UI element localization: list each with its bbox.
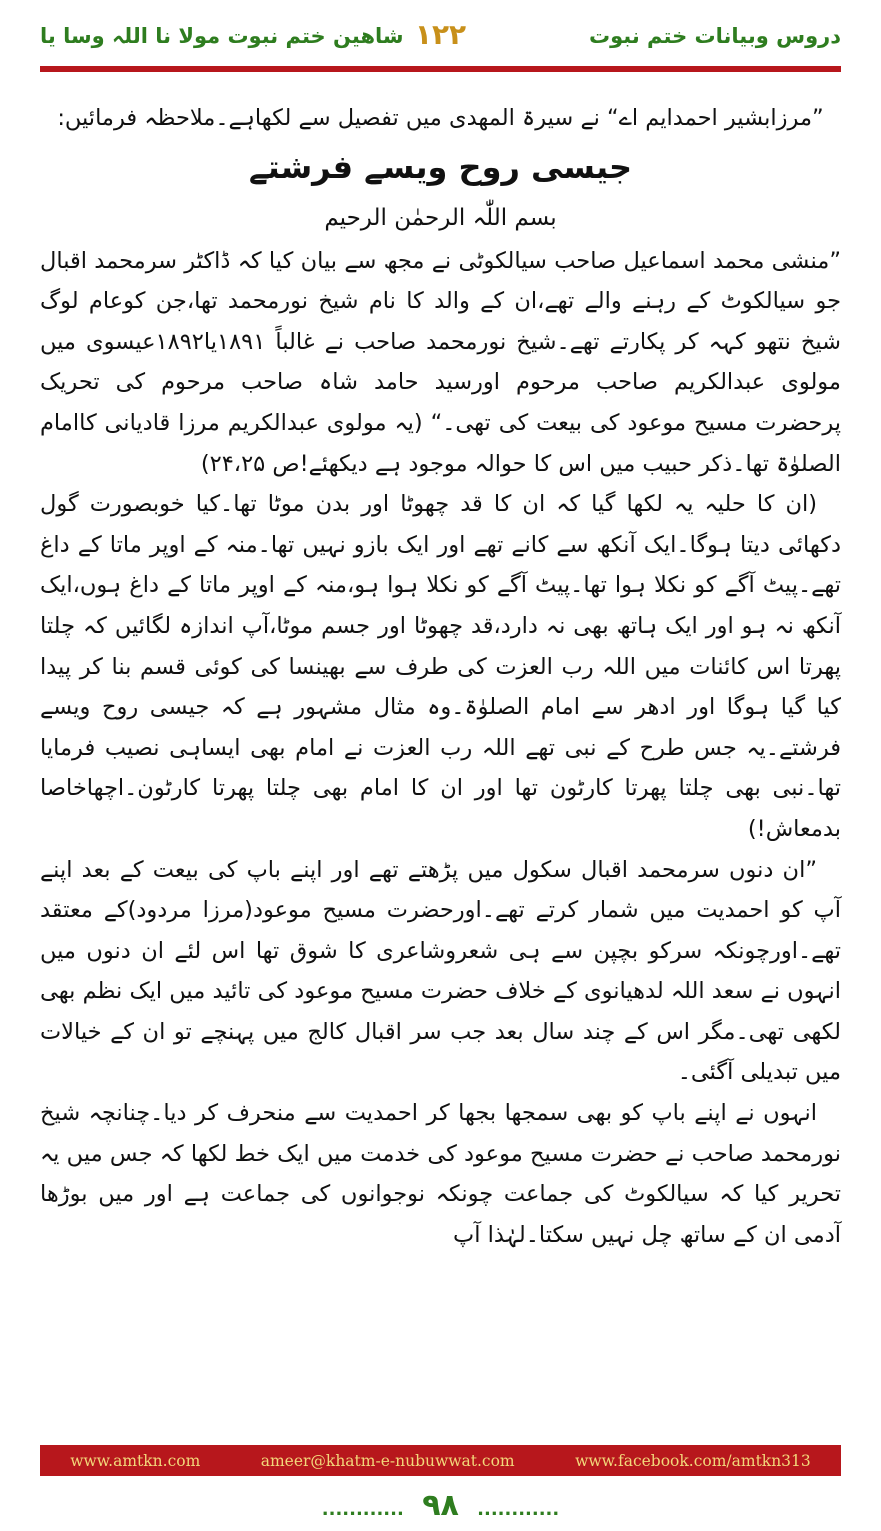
book-title: دروس وبیانات ختم نبوت [589, 24, 841, 48]
paragraph-1: ”منشی محمد اسماعیل صاحب سیالکوٹی نے مجھ سے بیان کیا کہ ڈاکٹر سرمحمد اقبال جو سیالکوٹ کے رہنے والے تھے،ان کے والد کا نام شیخ نورمحمد تھا،جن کوعام لوگ شیخ نتھو کہہ کر پکارتے تھے۔شیخ نورمحمد صاحب نے غالباً ۱۸۹۱یا۱۸۹۲عیسوی میں مولوی عبدالکریم صاحب مرحوم اورسید حامد شاہ صاحب مرحوم کی تحریک پرحضرت مسیح موعود کی بیعت کی تھی۔“ (یہ مولوی عبدالکریم مرزا قادیانی کاامام الصلوٰۃ تھا۔ذکر حبیب میں اس کا حوالہ موجود ہے دیکھئے!ص ۲۴،۲۵) [40, 247, 841, 477]
header-page-number: ۱۲۲ [414, 18, 467, 51]
section-title: جیسی روح ویسے فرشتے [248, 147, 633, 186]
paragraph-2: (ان کا حلیہ یہ لکھا گیا کہ ان کا قد چھوٹا اور بدن موٹا تھا۔کیا خوبصورت گول دکھائی دیتا ہوگا۔ایک آنکھ سے کانے تھے اور ایک بازو نہیں تھا۔منہ کے اوپر ماتا کے داغ تھے۔پیٹ آگے کو نکلا ہوا تھا۔پیٹ آگے کو نکلا ہوا ہو،منہ کے اوپر ماتا کے داغ ہوں،ایک آنکھ نہ ہو اور ایک ہاتھ بھی نہ دارد،قد چھوٹا اور جسم موٹا،آپ اندازہ لگائیں کہ چلتا پھرتا اس کائنات میں اللہ رب العزت کی طرف سے بھینسا کی کوئی قسم بنا کر پیدا کیا گیا ہوگا اور ادھر سے امام الصلوٰۃ۔وہ مثال مشہور ہے کہ جیسی روح ویسے فرشتے۔یہ جس طرح کے نبی تھے اللہ رب العزت نے امام بھی ایساہی نصیب فرمایا تھا۔نبی بھی چلتا پھرتا کارٹون تھا اور ان کا امام بھی چلتا پھرتا کارٹون۔اچھاخاصا بدمعاش!) [40, 491, 841, 842]
page-body [40, 98, 841, 1255]
author-title: شاهین ختم نبوت مولا نا اللہ وسا یا [40, 24, 404, 48]
website-link[interactable]: www.amtkn.com [70, 1451, 201, 1470]
facebook-link[interactable]: www.facebook.com/amtkn313 [575, 1451, 811, 1470]
footer-links-bar [40, 1445, 841, 1476]
bismillah: بسم اللّٰہ الرحمٰن الرحیم [324, 204, 557, 231]
paragraph-4: انہوں نے اپنے باپ کو بھی سمجھا بجھا کر احمدیت سے منحرف کر دیا۔چنانچہ شیخ نورمحمد صاحب نے حضرت مسیح موعود کی خدمت میں ایک خط لکھا کہ جس میں یہ تحریر کیا کہ سیالکوٹ کی جماعت چونکہ نوجوانوں کی جماعت ہے اور میں بوڑھا آدمی ان کے ساتھ چل نہیں سکتا۔لہٰذا آپ [40, 1100, 841, 1248]
paragraph-3: ”ان دنوں سرمحمد اقبال سکول میں پڑھتے تھے اور اپنے باپ کی بیعت کے بعد اپنے آپ کو احمدیت میں شمار کرتے تھے۔اورحضرت مسیح موعود(مرزا مردود)کے معتقد تھے۔اورچونکہ سرکو بچپن سے ہی شعروشاعری کا شوق تھا اس لئے ان دنوں میں انہوں نے سعد اللہ لدھیانوی کے خلاف حضرت مسیح موعود کی تائید میں ایک نظم بھی لکھی تھی۔مگر اس کے چند سال بعد جب سر اقبال کالج میں پہنچے تو ان کے خیالات میں تبدیلی آگئی۔ [40, 856, 841, 1086]
header-rule [40, 66, 841, 72]
dots-left: ............ [321, 1499, 404, 1520]
dots-right: ............ [477, 1499, 560, 1520]
intro-line: ”مرزابشیر احمدایم اے“ نے سیرۃ المھدی میں تفصیل سے لکھاہے۔ملاحظہ فرمائیں: [57, 105, 824, 131]
email-link[interactable]: ameer@khatm-e-nubuwwat.com [260, 1451, 515, 1470]
page-number-footer [0, 1488, 881, 1523]
page-header [0, 0, 881, 70]
page-number: ۹۸ [422, 1488, 459, 1523]
